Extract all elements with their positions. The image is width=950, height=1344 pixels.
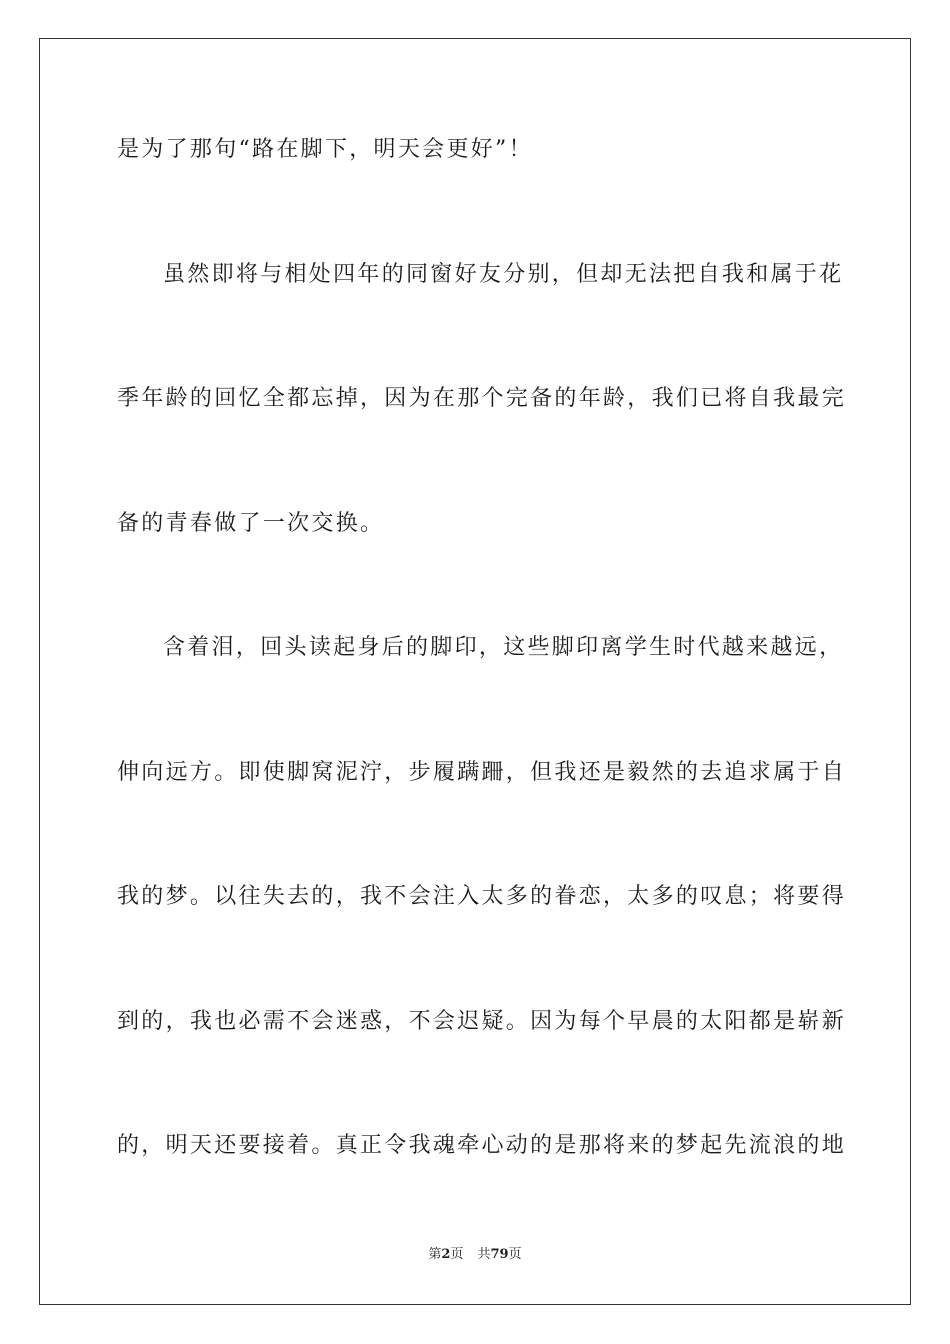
footer-page-suffix: 页	[450, 1247, 464, 1262]
footer-total-suffix: 页	[508, 1247, 522, 1262]
page-border	[39, 38, 911, 1305]
footer-total-pages: 79	[490, 1247, 509, 1262]
footer-page-prefix: 第	[428, 1247, 442, 1262]
paragraph-line-7: 我的梦。以往失去的，我不会注入太多的眷恋，太多的叹息；将要得	[117, 884, 847, 909]
paragraph-line-2: 虽然即将与相处四年的同窗好友分别，但却无法把自我和属于花	[163, 262, 844, 287]
paragraph-line-8: 到的，我也必需不会迷惑，不会迟疑。因为每个早晨的太阳都是崭新	[117, 1009, 847, 1034]
paragraph-line-5: 含着泪，回头读起身后的脚印，这些脚印离学生时代越来越远，	[163, 635, 844, 660]
paragraph-line-4: 备的青春做了一次交换。	[117, 511, 385, 536]
paragraph-line-3: 季年龄的回忆全都忘掉，因为在那个完备的年龄，我们已将自我最完	[117, 386, 847, 411]
paragraph-line-9: 的，明天还要接着。真正令我魂牵心动的是那将来的梦起先流浪的地	[117, 1133, 847, 1158]
paragraph-line-6: 伸向远方。即使脚窝泥泞，步履蹒跚，但我还是毅然的去追求属于自	[117, 760, 847, 785]
page-footer	[0, 1246, 950, 1264]
footer-page-number: 2	[441, 1247, 451, 1262]
footer-total-prefix: 共	[477, 1247, 491, 1262]
paragraph-line-1: 是为了那句“路在脚下，明天会更好”！	[117, 137, 533, 162]
